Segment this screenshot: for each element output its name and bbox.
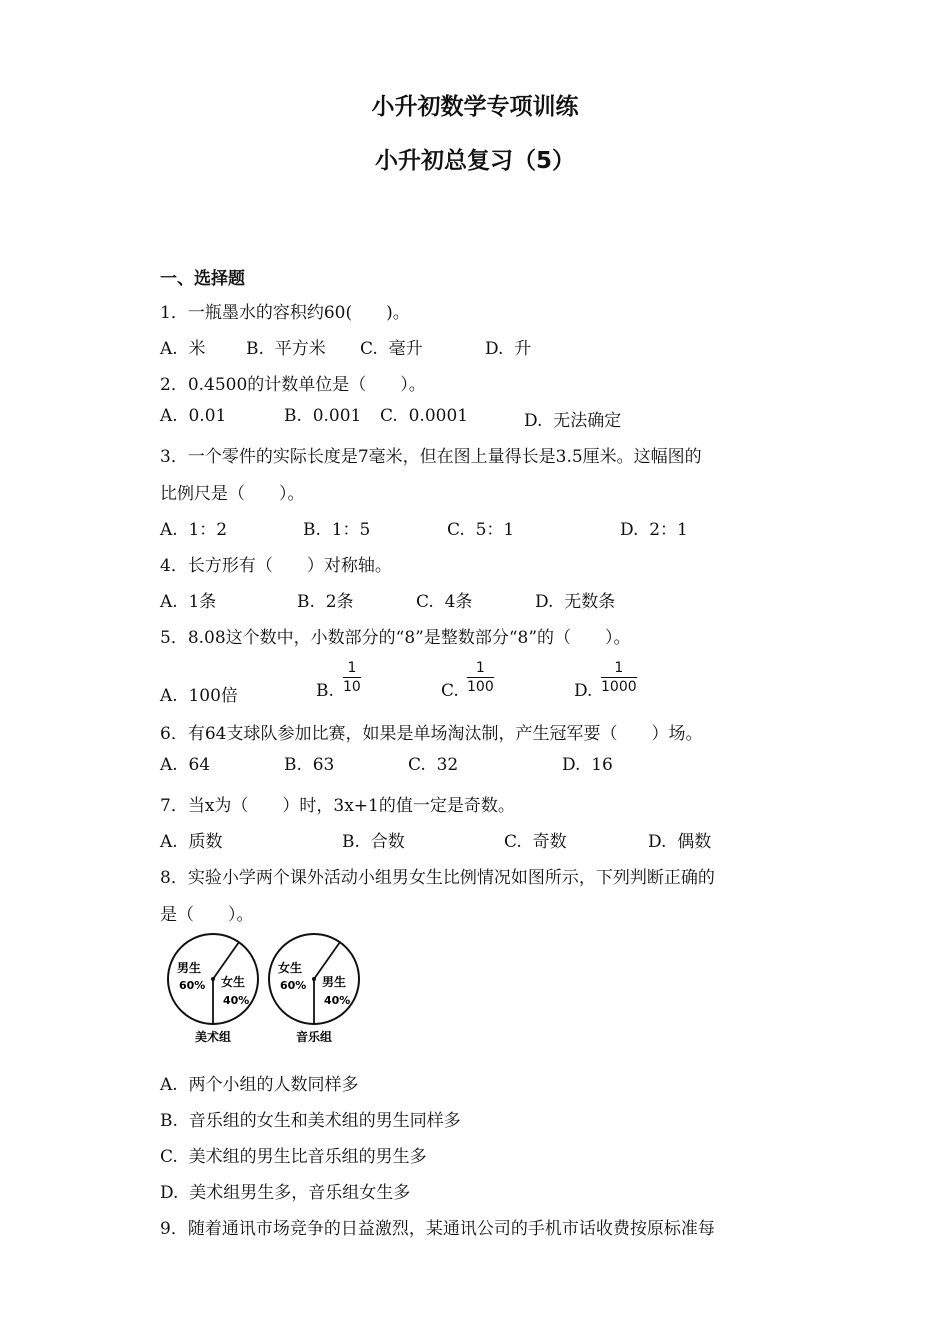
page-subtitle: 小升初总复习（5） <box>374 148 575 174</box>
q6-option-a: A. 64 <box>160 755 211 775</box>
pie-charts <box>162 930 372 1050</box>
q7-option-a: A. 质数 <box>160 832 223 852</box>
fraction-d-denominator: 1000 <box>601 679 637 695</box>
fraction-b-numerator: 1 <box>343 660 361 678</box>
music-caption: 音乐组 <box>296 1030 333 1044</box>
q1-option-b: B. 平方米 <box>246 339 326 359</box>
art-right-percent: 40% <box>223 994 250 1007</box>
q1-option-c: C. 毫升 <box>360 339 423 359</box>
q6-option-d: D. 16 <box>562 755 613 775</box>
section-heading: 一、选择题 <box>160 269 245 289</box>
art-left-percent: 60% <box>179 979 206 992</box>
q7-option-b: B. 合数 <box>342 832 405 852</box>
q3-option-b: B. 1：5 <box>303 520 371 540</box>
q5-fraction-c <box>467 660 494 695</box>
q8-option-c: C. 美术组的男生比音乐组的男生多 <box>160 1147 427 1167</box>
question-3-line-2: 比例尺是（ ）。 <box>160 484 305 504</box>
question-9: 9．随着通讯市场竞争的日益激烈，某通讯公司的手机市话收费按原标准每 <box>160 1219 715 1239</box>
music-left-label: 女生 <box>278 961 303 975</box>
q7-option-c: C. 奇数 <box>504 832 567 852</box>
question-5: 5．8.08这个数中，小数部分的“8”是整数部分“8”的（ ）。 <box>160 628 631 648</box>
q4-option-c: C. 4条 <box>416 592 473 612</box>
q6-option-b: B. 63 <box>284 755 335 775</box>
q7-option-d: D. 偶数 <box>648 832 712 852</box>
art-caption: 美术组 <box>195 1030 232 1044</box>
q4-option-a: A. 1条 <box>160 592 217 612</box>
q8-option-b: B. 音乐组的女生和美术组的男生同样多 <box>160 1111 461 1131</box>
q8-option-a: A. 两个小组的人数同样多 <box>160 1075 359 1095</box>
q8-option-d: D. 美术组男生多，音乐组女生多 <box>160 1183 411 1203</box>
fraction-c-numerator: 1 <box>467 660 494 678</box>
music-right-percent: 40% <box>324 994 351 1007</box>
music-left-percent: 60% <box>280 979 307 992</box>
question-4: 4．长方形有（ ）对称轴。 <box>160 556 392 576</box>
music-right-label: 男生 <box>322 975 347 989</box>
question-8-line-1: 8．实验小学两个课外活动小组男女生比例情况如图所示，下列判断正确的 <box>160 868 715 888</box>
q1-option-d: D. 升 <box>485 339 532 359</box>
q5-fraction-d <box>601 660 637 695</box>
question-8-line-2: 是（ ）。 <box>160 905 254 925</box>
q6-option-c: C. 32 <box>408 755 459 775</box>
q5-option-d: D. <box>574 681 593 701</box>
q2-option-b: B. 0.001 <box>284 406 362 426</box>
q5-option-b: B. <box>316 681 334 701</box>
question-6: 6．有64支球队参加比赛，如果是单场淘汰制，产生冠军要（ ）场。 <box>160 724 703 744</box>
music-pie-center <box>312 977 316 981</box>
q5-option-c: C. <box>441 681 459 701</box>
q3-option-c: C. 5：1 <box>447 520 515 540</box>
fraction-c-denominator: 100 <box>467 679 494 695</box>
art-right-label: 女生 <box>221 975 246 989</box>
question-7: 7．当x为（ ）时，3x+1的值一定是奇数。 <box>160 796 515 816</box>
page-title: 小升初数学专项训练 <box>371 94 579 120</box>
pie-figure <box>162 930 372 1054</box>
question-2: 2．0.4500的计数单位是（ ）。 <box>160 375 426 395</box>
q2-option-d: D. 无法确定 <box>524 411 622 431</box>
q3-option-a: A. 1：2 <box>160 520 228 540</box>
q4-option-d: D. 无数条 <box>535 592 616 612</box>
q3-option-d: D. 2：1 <box>620 520 688 540</box>
fraction-d-numerator: 1 <box>601 660 637 678</box>
q5-fraction-b <box>343 660 361 695</box>
q2-option-c: C. 0.0001 <box>380 406 469 426</box>
q2-option-a: A. 0.01 <box>160 406 227 426</box>
q4-option-b: B. 2条 <box>297 592 354 612</box>
art-pie-center <box>211 977 215 981</box>
question-1: 1．一瓶墨水的容积约60( )。 <box>160 303 410 323</box>
question-3-line-1: 3．一个零件的实际长度是7毫米，但在图上量得长是3.5厘米。这幅图的 <box>160 447 702 467</box>
art-left-label: 男生 <box>177 961 202 975</box>
q1-option-a: A. 米 <box>160 339 206 359</box>
q5-option-a: A. 100倍 <box>160 686 238 706</box>
fraction-b-denominator: 10 <box>343 679 361 695</box>
